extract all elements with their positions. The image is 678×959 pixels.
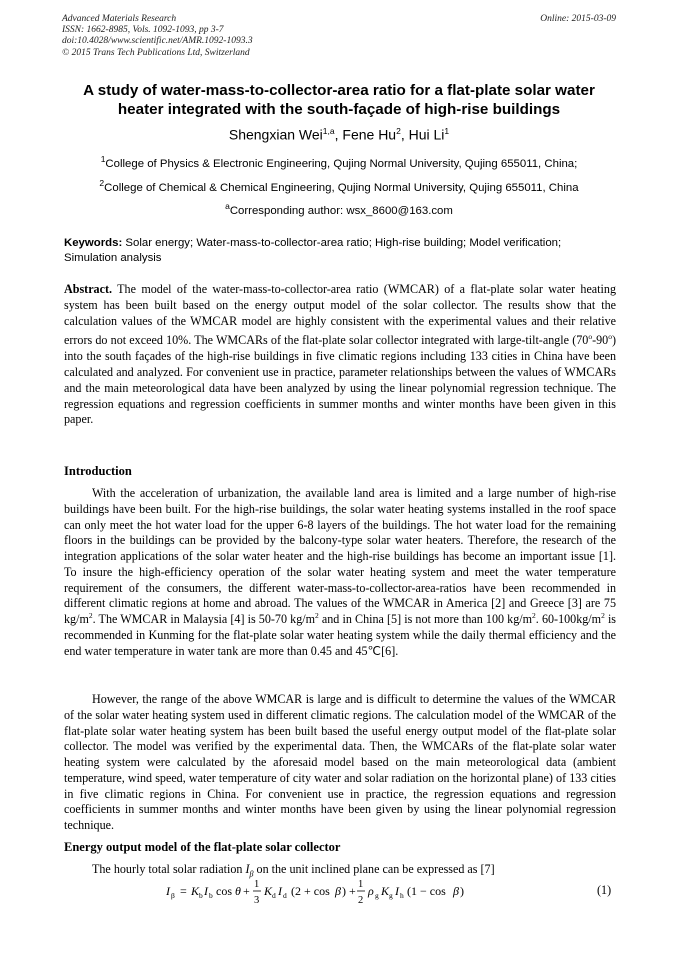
svg-text:β: β bbox=[453, 884, 459, 898]
svg-text:I: I bbox=[395, 884, 399, 898]
abstract-text: -90 bbox=[592, 333, 609, 348]
svg-text:h: h bbox=[400, 891, 404, 900]
svg-text:b: b bbox=[209, 891, 213, 900]
para-text: on the unit inclined plane can be expressed as [7] bbox=[253, 862, 495, 876]
keywords bbox=[64, 236, 616, 265]
svg-text:+: + bbox=[243, 884, 250, 898]
abstract-text: The model of the water-mass-to-collector-area ratio (WMCAR) of a flat-plate solar water heating system has been built based on the energy output model of the solar collector. The results show that the calculation values of the WMCAR model are highly consistent with the experimental values and their relative errors do not exceed 10%. The WMCARs of the flat-plate solar collector integrated with large-tilt-angle (70 bbox=[64, 282, 616, 348]
symbol-sub: β bbox=[249, 869, 254, 879]
journal-header bbox=[62, 14, 616, 59]
svg-text:) +: ) + bbox=[342, 884, 356, 898]
author-name: Shengxian Wei bbox=[228, 126, 323, 143]
svg-text:=: = bbox=[180, 884, 187, 898]
svg-text:(2 + cos: (2 + cos bbox=[291, 884, 330, 898]
svg-text:I: I bbox=[278, 884, 282, 898]
degree-mark: o bbox=[588, 332, 593, 342]
corresponding-author bbox=[0, 201, 678, 217]
svg-text:2: 2 bbox=[358, 895, 364, 906]
intro-paragraph-1 bbox=[64, 486, 616, 659]
author-separator: , bbox=[334, 126, 343, 143]
para-text: With the acceleration of urbanization, the available land area is limited and a large number of high-rise buildings have been built. For the high-rise buildings, the solar water heating systems installed in the roof space can only meet the hot water load for the upper 6-8 layers of the buildings. The hot water load for the remaining floors in the buildings can be provided by the balcony-type solar water heaters. Therefore, the research of the integration applications of the solar water heater and the high-rise buildings has become an important issue [1]. To insure the high-efficiency operation of the solar water heating system and meet the water temperature requirement of the consumers, the different water-mass-to-collector-area-ratios have been recommended in different climatic regions at home and abroad. The values of the WMCAR in America [2] and Greece [3] are 75 kg/m bbox=[64, 486, 616, 626]
para-text: and in China [5] is not more than 100 kg/m bbox=[318, 612, 533, 626]
abstract bbox=[64, 282, 616, 428]
affil-text: College of Physics & Electronic Engineering, Qujing Normal University, Qujing 655011, China; bbox=[105, 157, 578, 170]
title-line-2: heater integrated with the south-façade of high-rise buildings bbox=[117, 101, 561, 118]
equation-number: (1) bbox=[597, 883, 612, 897]
svg-text:g: g bbox=[389, 891, 393, 900]
svg-text:K: K bbox=[191, 884, 200, 898]
svg-text:b: b bbox=[199, 891, 203, 900]
corr-text[interactable]: Corresponding author: wsx_8600@163.com bbox=[229, 204, 453, 217]
author-affil-mark: 1,a bbox=[322, 126, 335, 136]
symbol-i-beta bbox=[245, 862, 254, 879]
equation-1 bbox=[160, 876, 560, 912]
svg-text:(1 − cos: (1 − cos bbox=[407, 884, 446, 898]
author-name: Fene Hu bbox=[342, 126, 397, 143]
superscript: 2 bbox=[88, 610, 93, 620]
abstract-label: Abstract. bbox=[64, 282, 113, 296]
affil-text: College of Chemical & Chemical Engineering, Qujing Normal University, Qujing 655011, China bbox=[104, 181, 579, 194]
svg-text:θ: θ bbox=[235, 884, 241, 898]
superscript: 2 bbox=[532, 610, 536, 620]
svg-text:β: β bbox=[171, 891, 175, 900]
copyright-line: © 2015 Trans Tech Publications Ltd, Switzerland bbox=[62, 47, 250, 58]
para-text: The hourly total solar radiation bbox=[92, 862, 246, 876]
svg-text:ρ: ρ bbox=[368, 884, 374, 898]
svg-text:): ) bbox=[460, 884, 464, 898]
para-text: . 60-100kg/m bbox=[535, 612, 602, 626]
author-name: Hui Li bbox=[408, 126, 445, 143]
svg-text:1: 1 bbox=[254, 879, 260, 890]
energy-model-heading: Energy output model of the flat-plate solar collector bbox=[64, 840, 341, 854]
svg-text:d: d bbox=[272, 891, 276, 900]
introduction-heading: Introduction bbox=[64, 464, 132, 478]
keywords-text: Solar energy; Water-mass-to-collector-area ratio; High-rise building; Model verification; Simulation analysis bbox=[64, 237, 562, 264]
issn-line: ISSN: 1662-8985, Vols. 1092-1093, pp 3-7 bbox=[62, 25, 224, 36]
para-text: . The WMCAR in Malaysia [4] is 50-70 kg/m bbox=[92, 612, 316, 626]
svg-text:cos: cos bbox=[216, 884, 232, 898]
svg-text:K: K bbox=[264, 884, 273, 898]
symbol-base: I bbox=[245, 862, 250, 876]
affiliation-2 bbox=[0, 178, 678, 194]
degree-mark: o bbox=[608, 332, 612, 342]
author-list bbox=[0, 126, 678, 143]
online-date: Online: 2015-03-09 bbox=[540, 14, 616, 24]
affiliation-1 bbox=[0, 154, 678, 170]
author-separator: , bbox=[400, 126, 409, 143]
intro-paragraph-2: However, the range of the above WMCAR is large and is difficult to determine the values of the WMCAR of the solar water heating system used in different climatic regions. The calculation model of the WMCAR of the flat-plate solar water heating system has been built based the useful energy output model of the flat-plate solar collector. The model was verified by the experimental data. Then, the WMCARs of the flat-plate solar water heating system were calculated by the aforesaid model based on the main meteorological data (ambient temperature, wind speed, water temperature of city water and solar radiation on the horizontal plane) of 133 cities in five climatic regions in China. For convenient use in practice, the regression equations and regression coefficients in summer months and winter months have been given by using the linear polynomial regression technique. bbox=[64, 692, 616, 832]
author-affil-mark: 2 bbox=[396, 126, 401, 136]
title-line-1: A study of water-mass-to-collector-area ratio for a flat-plate solar water bbox=[83, 82, 595, 99]
paper-title bbox=[40, 81, 638, 119]
keywords-label: Keywords: bbox=[64, 237, 123, 249]
svg-text:3: 3 bbox=[254, 895, 260, 906]
abstract-text: ) into the south façades of the high-rise buildings in five climatic regions including 133 cities in China have been calculated and analyzed. For convenient use in practice, parameter relationships between the values of WMCARs and the main meteorological data have been analyzed by using the linear polynomial regression technique. The regression equations and regression coefficients in summer months and winter months have been given in this paper. bbox=[64, 333, 616, 427]
svg-text:d: d bbox=[283, 891, 287, 900]
corr-mark: a bbox=[225, 201, 230, 211]
journal-name: Advanced Materials Research bbox=[62, 14, 177, 24]
affil-mark: 1 bbox=[100, 154, 106, 164]
doi-line[interactable]: doi:10.4028/www.scientific.net/AMR.1092-1093.3 bbox=[62, 36, 253, 47]
para-text: is recommended in Kunming for the flat-plate solar water heating system while the daily thermal efficiency and the end water temperature in water tank are more than 0.45 and 45℃[6]. bbox=[64, 612, 617, 658]
affil-mark: 2 bbox=[99, 178, 105, 188]
superscript: 2 bbox=[315, 610, 319, 620]
author-affil-mark: 1 bbox=[444, 126, 450, 136]
svg-text:g: g bbox=[375, 891, 379, 900]
svg-text:K: K bbox=[381, 884, 390, 898]
svg-text:β: β bbox=[335, 884, 341, 898]
svg-text:1: 1 bbox=[358, 879, 364, 890]
superscript: 2 bbox=[601, 610, 605, 620]
svg-text:I: I bbox=[166, 884, 170, 898]
svg-text:I: I bbox=[204, 884, 208, 898]
